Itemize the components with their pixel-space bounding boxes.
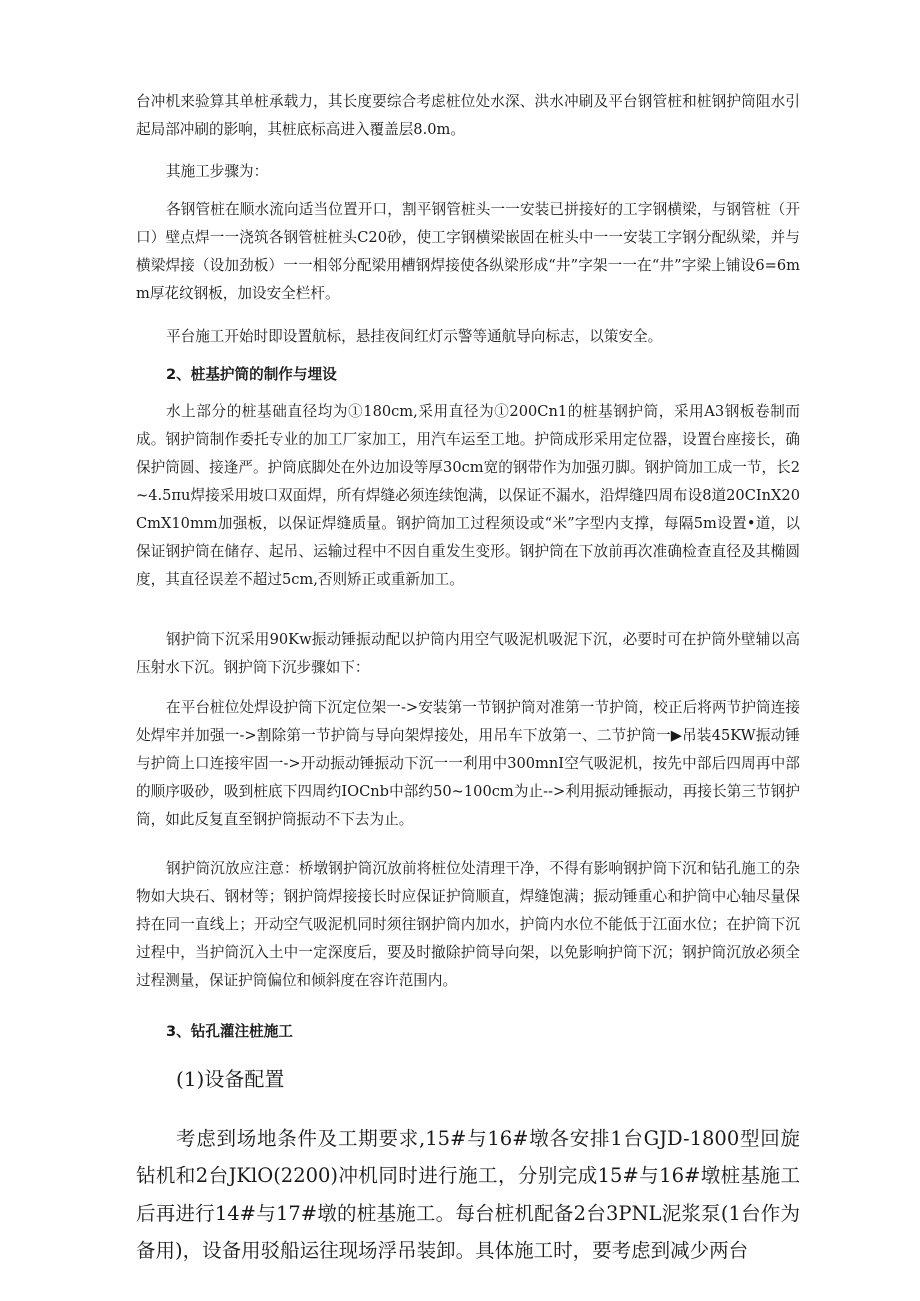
paragraph-casing-sinking: 钢护筒下沉采用90Kw振动锤振动配以护筒内用空气吸泥机吸泥下沉，必要时可在护筒外壁辅以高压射水下沉。钢护筒下沉步骤如下： xyxy=(136,631,800,676)
paragraph-steps-intro: 其施工步骤为： xyxy=(166,163,269,180)
paragraph-casing-manufacture: 水上部分的桩基础直径均为①180cm,采用直径为①200Cn1的桩基钢护筒，采用A3钢板卷制而成。钢护筒制作委托专业的加工厂家加工，用汽车运至工地。护筒成形采用定位器，设置台座接长，确保护筒圆、接逢严。护筒底脚处在外边加设等厚30cm宽的钢带作为加强刃脚。钢护筒加工成一节，长2~4.5πu焊接采用坡口双面焊，所有焊缝必须连续饱满，以保证不漏水，沿焊缝四周布设8道20CInX20CmX10mm加强板，以保证焊缝质量。钢护筒加工过程须设或“米”字型内支撑，每隔5m设置•道，以保证钢护筒在储存、起吊、运输过程中不因自重发生变形。钢护筒在下放前再次准确检查直径及其椭圆度，其直径误差不超过5cm,否则矫正或重新加工。 xyxy=(136,403,800,588)
paragraph-sinking-notes: 钢护筒沉放应注意：桥墩钢护筒沉放前将桩位处清理干净，不得有影响钢护筒下沉和钻孔施工的杂物如大块石、钢材等；钢护筒焊接接长时应保证护筒顺直，焊缝饱满；振动锤重心和护筒中心轴尽量保持在同一直线上；开动空气吸泥机同时须往钢护筒内加水，护筒内水位不能低于江面水位；在护筒下沉过程中，当护筒沉入土中一定深度后，要及时撤除护筒导向架，以免影响护筒下沉；钢护筒沉放必须全过程测量，保证护筒偏位和倾斜度在容许范围内。 xyxy=(136,860,800,989)
paragraph-pile-length: 台冲机来验算其单桩承载力，其长度要综合考虑桩位处水深、洪水冲刷及平台钢管桩和桩钢护筒阻水引起局部冲刷的影响，其桩底标高进入覆盖层8.0m。 xyxy=(136,93,800,138)
paragraph-construction-steps: 各钢管桩在顺水流向适当位置开口，割平钢管桩头一一安装已拼接好的工字钢横梁，与钢管桩（开口）壁点焊一一浇筑各钢管桩桩头C20砂，使工字钢横梁嵌固在桩头中一一安装工字钢分配纵梁，并与横梁焊接（设加劲板）一一相邻分配梁用槽钢焊接使各纵梁形成“井”字架一一在“井”字梁上铺设6=6mm厚花纹钢板，加设安全栏杆。 xyxy=(136,201,800,302)
section-heading-bored-pile: 3、钻孔灌注桩施工 xyxy=(166,1023,293,1040)
paragraph-navigation: 平台施工开始时即设置航标，悬挂夜间红灯示警等通航导向标志，以策安全。 xyxy=(166,328,663,345)
paragraph-sinking-steps: 在平台桩位处焊设护筒下沉定位架一->安装第一节钢护筒对准第一节护筒，校正后将两节护筒连接处焊牢并加强一->割除第一节护筒与导向架焊接处，用吊车下放第一、二节护筒一▶吊装45KW振动锤与护筒上口连接牢固一->开动振动锤振动下沉一一利用中300mnI空气吸泥机，按先中部后四周再中部的顺序吸砂，吸到桩底下四周约IOCnb中部约50~100cm为止-->利用振动锤振动，再接长第三节钢护筒，如此反复直至钢护筒振动不下去为止。 xyxy=(136,699,800,828)
paragraph-equipment: 考虑到场地条件及工期要求,15#与16#墩各安排1台GJD-1800型回旋钻机和2台JKlO(2200)冲机同时进行施工，分别完成15#与16#墩桩基施工后再进行14#与17#墩的桩基施工。每台桩机配备2台3PNL泥浆泵(1台作为备用)，设备用驳船运往现场浮吊装卸。具体施工时，要考虑到减少两台 xyxy=(136,1127,800,1263)
section-heading-casing: 2、桩基护筒的制作与埋设 xyxy=(166,366,337,383)
subheading-equipment: (1)设备配置 xyxy=(176,1067,285,1091)
